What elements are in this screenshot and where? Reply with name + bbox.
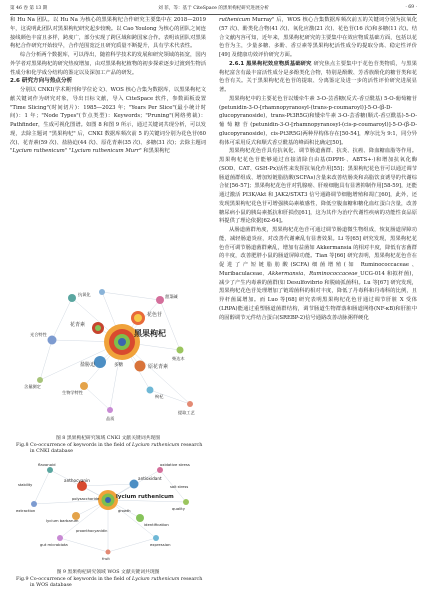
latin-name: Lycium ruthenicum [12,148,65,155]
text-run: Fig.9 Co-occurrence of keywords in the field of [16,576,133,582]
text-run: research in CNKI database [30,442,203,455]
figure-9-caption [10,570,206,590]
latin-name: Ruminococcaceae [309,270,358,277]
latin-name: Lycium ruthenicum Murr [71,148,140,155]
node-label: 品质 [106,416,115,421]
node [31,501,37,507]
node-label: quality [172,506,185,511]
right-column [219,16,417,322]
node [153,535,159,541]
node [135,361,146,372]
node-label: fruit [102,556,110,561]
node-label: 含量测定 [24,384,41,389]
text-run: Murray" 后，WOS 核心合集数据库频次前五的关键词分别为抗氧化(57 次)、酚类化合物(41 次)、氧化应激(21 次)、花色苷(16 次)和多糖(11 次)。结合文献内容可知，近年来，黑果枸杞研究的主要集中在效应物质基础方面，包括以花色苷为主，少量多糖、多酚、香豆素等黑果枸杞活性成分的提取分离、稳定性评价[49] 及健康功效评价研究方面。 [219,17,417,58]
node-label: 原花青素 [148,364,169,370]
caption-en [10,577,206,590]
paragraph: 黑果枸杞花色苷具有抗氧化、调节肠道菌群、抗炎、抗癌、降血糖血脂等作用。黑果枸杞花色苷能够通过直接清除自由基(DPPH·、ABTS+·)和增加抗氧化酶(SOD、CAT、GSH-Px)活性来发挥抗氧化作用[55]；黑果枸杞花色苷可以通过调节肠道菌群组成、增加短链脂肪酸(SCFAs)含量来改善结肠炎和高脂饮食诱导的代谢综合征[56-57]；黑果枸杞花色苷对乳腺癌、肝癌细胞具有显著抑制作用[58-59]，还能通过激活 PI3K/Akt 和 JAK2/STAT3 信号通路调节细胞增殖和凋亡[60]，此外，还发现黑果枸杞花色苷可增强胰岛素敏感性，降低空腹血糖和糖化血红蛋白含量，改善糖尿病小鼠的胰岛素抵抗和肝损伤[61]，这为其作为治疗代谢性疾病的功能性食品原料提供了理论依据[62-64]。 [219,148,417,225]
keyword-network-cnki [10,270,206,434]
text-run: 分别以 CNKI(学术期刊和学位论文)、WOS 核心合集为数据库，以黑果枸杞文献关键词作为研究对象，导出日标文献，导入 CiteSpace 软件，参数面板设置 "Time Slicing"(时间切片)：1985—2023 年；"Years Per Slice"(最小统计时间)：1 年；"Node Types"(节点类型)：Keywords；"Pruning"(网络剪裁)：Pathfinder，生成可视化图谱。如图 8 和图 9 所示，通过关键词共现分析，可以发现，去除主题词 "黑果枸杞" 后，CNKI 数据库频次前 5 的关键词分别为花色苷(60 次)、花青素(59 次)、盐胁迫(44 次)、原花青素(35 次)、多糖(31 次)；去除主题词 " [10,87,206,155]
node [94,356,106,368]
node-label: lycium ruthenicum [116,494,174,500]
node-label: flavonoid [38,462,56,467]
caption-cn: 图 9 黑果枸杞研究领域 WOS 文献关键词共现图 [56,570,160,575]
node-label: anthocyanin [64,478,90,483]
node-label: 生物学特性 [62,390,83,395]
section-heading: 2.6 研究方向与热点分析 [10,78,73,85]
node-label: 多糖 [114,363,123,368]
node-label: antioxidant [138,476,162,481]
paragraph [219,16,417,60]
node-label: gut microbiota [40,542,68,547]
node [187,401,193,407]
node [156,296,164,304]
paragraph: 黑果枸杞中的主要花色苷以矮牵牛素 3-O-芸香糖(反式-香豆酰基) 5-O-葡萄糖苷(petunidin-3-O-[rhamnopyranosyl-(trans-p-coumaroyl)]-5-O-(β-D-glucopyranoside)，trans-Pt3R5G)和矮牵牛素 3-O-芸香糖(顺式-香豆酰基)-5-O-葡萄糖苷(petunidin-3-O-[rhamnopyranosyl-(cis-p-coumaroyl)]-5-O-(β-D-glucopyranoside)，cis-Pt3R5G)两种异构体存在[50-54]，摩尔比为 9:1，同分异构体可采用反式和顺式香豆酰基的峰面积比确定[50]。 [219,95,417,146]
text-run: _UCG-014 和拟杆菌)，减少了产生内毒素的菌群(如 Desulfovibrio 和脱硫弧菌科)。Lu 等[67] 研究发现，黑果枸杞花色苷处理增加了链霉菌科的相对丰度，降低了丹毒科和丹毒科的比例，且异杆菌属增加。而 Luo 等[68] 研究表明黑果枸杞花色苷通过调节肝脏 X 受体(LRPA)能通过重塑肠道菌群结构，调节肠道生物群落和肠道网络(NF-κB)和肝脏中的固醇调节元件结合蛋白(SREBP-2)信号通路改善动脉粥样硬化 [219,270,417,321]
volume-issue: 第 46 卷 第 13 期 [10,6,48,11]
page-number: · 69 · [405,5,417,10]
node [147,387,154,394]
node-label: 甜菜碱 [165,294,178,299]
paragraph: 综合分析两个数据库，可以得出，随着科学技术的发展和研究领域的拓宽，国内外学者对黑果枸杞的研究热度增加，由对黑果枸杞植物的初步探索逐步过渡到生物活性成分和化学成分结构的鉴定以及深加工产品的研发。 [10,52,206,76]
text-run: Fig.8 Co-occurrence of keywords in the field of [16,442,133,448]
node [57,535,63,541]
node-label: identification [144,522,169,527]
node [48,336,57,345]
running-title: 刘 菲，等：基于 CiteSpace 的黑果枸杞研究进展分析 [158,6,269,11]
node [68,294,76,302]
node-label: growth [118,509,131,513]
node-label: salt stress [170,485,189,489]
node-label: lycium barbarum [46,518,79,523]
node [106,550,111,555]
caption-en [10,443,206,456]
paragraph [219,60,417,95]
node [99,289,105,295]
paragraph [219,226,417,322]
node-label: expression [150,542,171,547]
node-label: 抗氧化 [78,292,91,297]
node [47,467,53,473]
node [183,499,189,505]
node-label: stability [18,483,33,487]
paragraph: 和 Hu Na 团队。以 Hu Na 为核心的黑果枸杞合作研究主要集中在 2018—2019 年，这说明此团队对黑果枸杞研究起步较晚。以 Cao Youlong 为核心的团队之间连接线颜色丰富且多样，跨度广，部分实现了跨区域和跨国家合作。表明该团队对黑果枸杞合作研究开始较早，合作范围宽泛且研究质量不断提升，具有学术代表性。 [10,17,206,50]
text-run: " " [64,148,72,155]
text-run: 、 [303,270,310,277]
node-label: 花色苷 [147,312,163,318]
latin-name: Lycium ruthenicum [132,576,180,582]
node-label: 盐胁迫 [80,362,96,368]
node [177,347,184,354]
node-label: 柴达木 [172,356,185,361]
figure-8-caption [10,436,206,456]
text-run: research in WOS database [30,576,203,589]
node-label: 花青素 [70,322,86,328]
node [157,467,163,473]
figure-9 [10,456,206,568]
text-run: 研究焦点主要集中于花色苷类物质，与黑果枸杞富含有最丰富活性成分是多酚类化合物，特别是酚酸、芳香族酚化的糖苷类和花色苷有关。关于黑果枸杞花色苷的提取、分离鉴定及进一步的活性评价研究进展显著。 [219,60,417,93]
node-label: 提取工艺 [178,410,195,415]
node-label: polysaccharide [72,497,100,501]
node-label: 黑果枸杞 [134,329,166,338]
paragraph [10,86,206,156]
left-column [10,16,206,156]
figure-8 [10,270,206,434]
subsection-heading: 2.6.1 黑果枸杞效应物质基础研究 [229,60,312,67]
latin-name: Akkermansia [268,270,304,277]
keyword-network-wos [10,456,206,568]
node [37,377,43,383]
node-label: extraction [16,508,36,513]
caption-cn: 图 8 黑果枸杞研究领域 CNKI 文献关键词共现图 [55,436,161,441]
node [136,514,144,522]
latin-name: ruthenicum [219,17,251,23]
text-run: 从肠道菌群角度，黑果枸杞花色苷可通过调节肠道微生物组成，恢复肠道屏障功能，减轻肠道炎症，对改善代谢紊乱有显著效果。Li 等[65] 研究发现，黑果枸杞花色苷可调节肠道菌群紊乱，增加有益菌如 Akkermansia 的相对丰度，降低有害菌群的丰度，改善肥胖小鼠的肠道屏障功能。Tian 等[66] 研究表明，黑果枸杞花色苷在促进了产短链脂肪酸(SCFA)细菌增殖(如 Ruminococcaceae、Muribaculaceae、 [219,227,417,277]
node-label: proanthocyanidin [76,529,108,533]
latin-name: Lycium ruthenicum [132,442,180,448]
text-run: " 和黑果枸杞 [139,148,170,155]
node-label: oxidative stress [160,462,190,467]
node-label: 光合特性 [30,332,47,337]
node [107,407,113,413]
header-rule [10,14,417,15]
node-label: 枸杞 [155,394,164,399]
node [80,382,88,390]
